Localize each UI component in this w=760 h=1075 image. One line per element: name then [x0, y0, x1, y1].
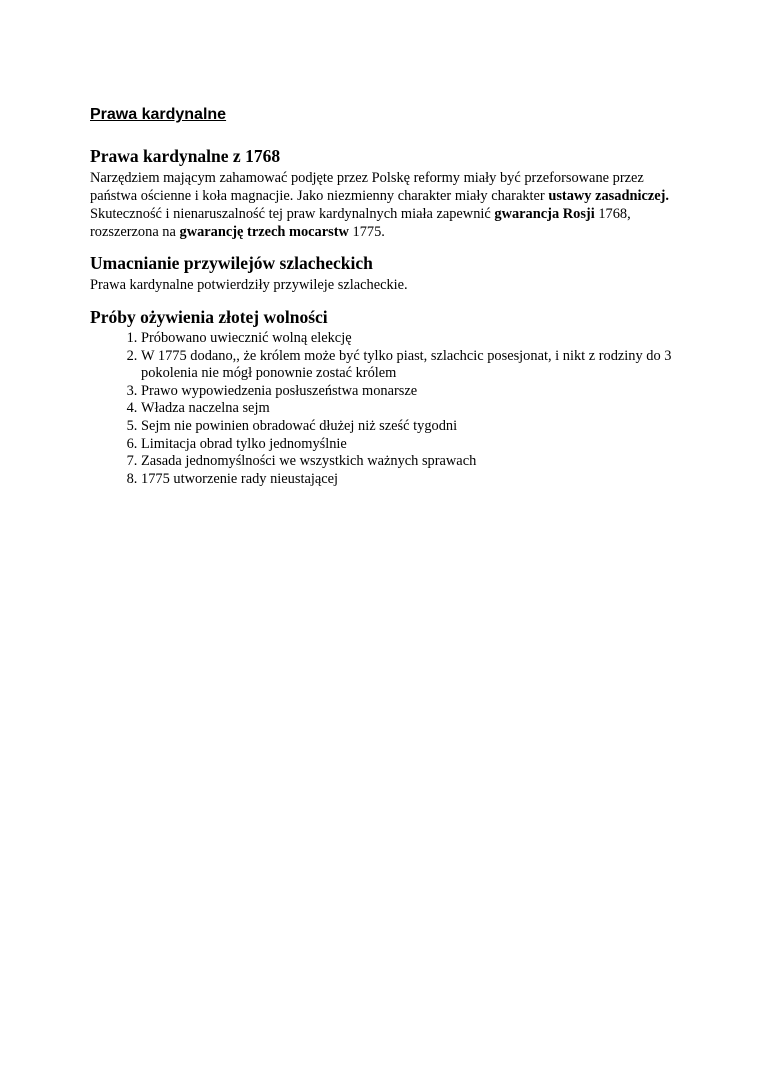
- section-heading: Umacnianie przywilejów szlacheckich: [90, 253, 373, 273]
- paragraph-text: 1768, rozszerzona na: [90, 206, 631, 240]
- paragraph-text: 1775.: [348, 224, 385, 240]
- list-item: 1. Próbowano uwiecznić wolną elekcję: [141, 330, 690, 348]
- section-umacnianie-przywilejow: [90, 252, 690, 294]
- paragraph-text: Narzędziem mającym zahamować podjęte przez Polskę reformy miały być przeforsowane przez państwa ościenne i koła magnacjie. Jako niezmienny charakter miały charakter: [90, 170, 644, 204]
- list-item: 4. Władza naczelna sejm: [141, 400, 690, 418]
- section-heading: Prawa kardynalne z 1768: [90, 146, 281, 166]
- numbered-list: [90, 330, 690, 488]
- list-item: 5. Sejm nie powinien obradować dłużej niż sześć tygodni: [141, 418, 690, 436]
- bold-term-gwarancja-rosji: gwarancja Rosji: [494, 206, 595, 222]
- bold-term-ustawy-zasadniczej: ustawy zasadniczej.: [548, 188, 670, 204]
- list-item: 2. W 1775 dodano,, że królem może być tylko piast, szlachcic posesjonat, i nikt z rodziny do 3 pokolenia nie mógł ponownie zostać królem: [141, 348, 690, 383]
- document-content: [90, 104, 690, 488]
- list-item: 6. Limitacja obrad tylko jednomyślnie: [141, 436, 690, 454]
- list-item: 3. Prawo wypowiedzenia posłuszeństwa monarsze: [141, 383, 690, 401]
- document-title: Prawa kardynalne: [90, 106, 227, 123]
- section-paragraph: Prawa kardynalne potwierdziły przywileje szlacheckie.: [90, 277, 408, 293]
- section-proby-ozywienia: [90, 306, 690, 488]
- section-heading: Próby ożywienia złotej wolności: [90, 307, 328, 327]
- section-paragraph: [90, 169, 690, 241]
- bold-term-gwarancja-trzech-mocarstw: gwarancję trzech mocarstw: [179, 224, 349, 240]
- paragraph-text: Skuteczność i nienaruszalność tej praw kardynalnych miała zapewnić: [90, 206, 495, 222]
- section-prawa-kardynalne-1768: [90, 145, 690, 241]
- list-item: 8. 1775 utworzenie rady nieustającej: [141, 471, 690, 489]
- list-item: 7. Zasada jednomyślności we wszystkich ważnych sprawach: [141, 453, 690, 471]
